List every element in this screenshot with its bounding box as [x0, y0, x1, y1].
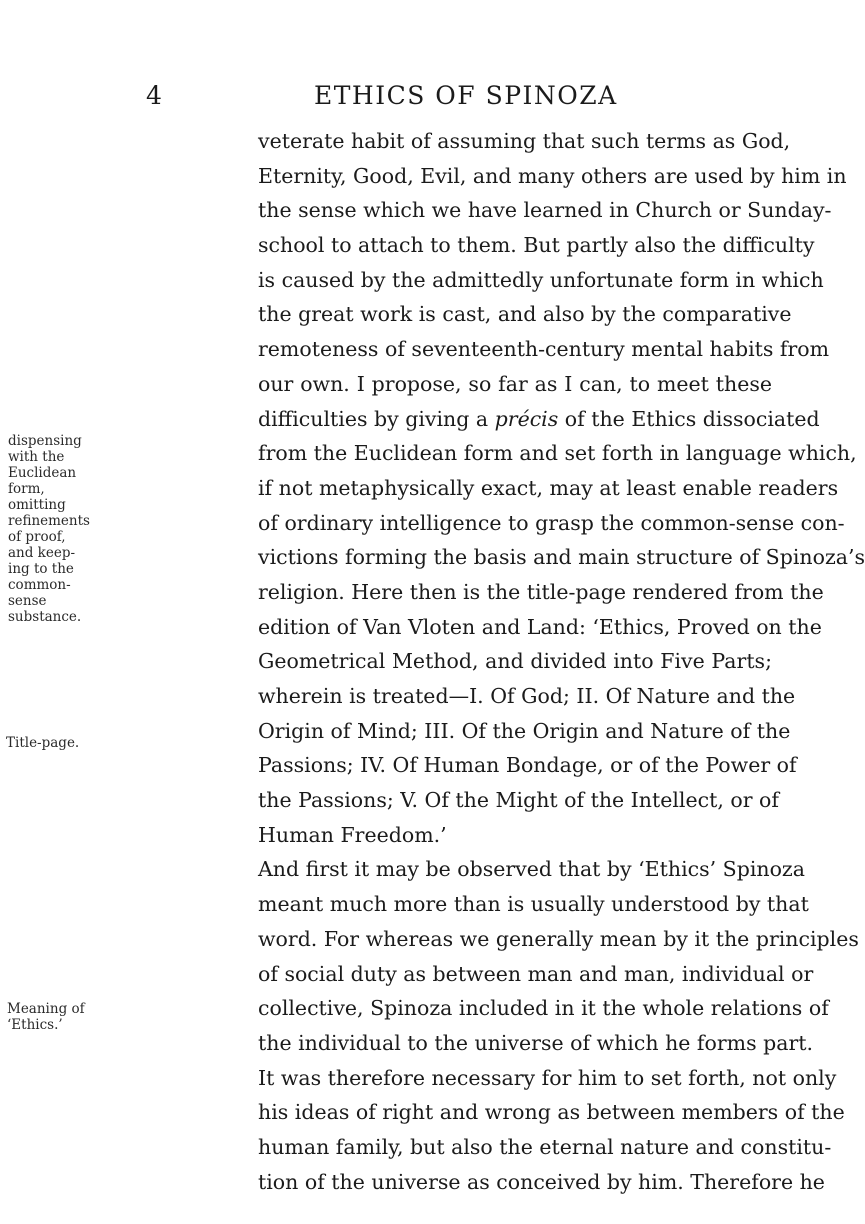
body-line: Origin of Mind; III. Of the Origin and Nature of the	[258, 718, 791, 743]
body-line: the sense which we have learned in Church or Sunday-	[258, 198, 832, 223]
body-line: human family, but also the eternal nature and constitu-	[258, 1134, 832, 1159]
running-head	[0, 78, 800, 114]
margin-note-line: dispensing	[8, 433, 82, 449]
body-line: collective, Spinoza included in it the whole relations of	[258, 996, 829, 1021]
margin-note-line: Title-page.	[6, 735, 80, 751]
margin-note-dispensing	[8, 433, 138, 625]
body-line: of ordinary intelligence to grasp the common-sense con-	[258, 510, 845, 535]
margin-note-line: Euclidean	[8, 465, 77, 481]
body-line: wherein is treated—I. Of God; II. Of Nature and the	[258, 684, 796, 708]
body-line: from the Euclidean form and set forth in language which,	[258, 441, 857, 466]
margin-note-title-page	[6, 735, 136, 751]
body-text	[258, 124, 865, 1199]
body-line: meant much more than is usually understood by that	[258, 892, 809, 917]
body-line: Passions; IV. Of Human Bondage, or of the Power of	[258, 753, 797, 778]
body-line: the Passions; V. Of the Might of the Intellect, or of	[258, 788, 779, 813]
margin-note-line: refinements	[8, 513, 90, 529]
margin-note-line: sense	[8, 593, 47, 609]
body-line: Human Freedom.’	[258, 822, 447, 847]
margin-note-line: ing to the	[8, 561, 74, 577]
body-line: tion of the universe as conceived by him. Therefore he	[258, 1169, 825, 1194]
body-line: Geometrical Method, and divided into Five Parts;	[258, 649, 772, 674]
body-line: religion. Here then is the title-page rendered from the	[258, 579, 824, 604]
body-line: And first it may be observed that by ‘Ethics’ Spinoza	[258, 857, 805, 882]
body-line: victions forming the basis and main structure of Spinoza’s	[258, 545, 865, 570]
margin-note-line: common-	[8, 577, 71, 593]
margin-note-line: ‘Ethics.’	[7, 1017, 63, 1033]
margin-note-line: of proof,	[8, 529, 66, 545]
margin-note-meaning-of-ethics	[7, 1001, 137, 1033]
margin-note-line: Meaning of	[7, 1001, 85, 1017]
italic-term: précis	[494, 406, 559, 431]
margin-note-line: form,	[8, 481, 45, 497]
body-line: It was therefore necessary for him to set forth, not only	[258, 1065, 837, 1090]
body-line: Eternity, Good, Evil, and many others are used by him in	[258, 163, 847, 188]
body-line: if not metaphysically exact, may at least enable readers	[258, 475, 839, 500]
body-line: word. For whereas we generally mean by it the principles	[258, 926, 859, 951]
body-line-with-italic	[258, 402, 820, 437]
body-line: the individual to the universe of which he forms part.	[258, 1030, 814, 1055]
body-line: the great work is cast, and also by the comparative	[258, 302, 792, 327]
body-line-lead: difficulties by giving a	[258, 406, 489, 431]
body-line: school to attach to them. But partly also the difficulty	[258, 233, 815, 258]
body-line: is caused by the admittedly unfortunate form in which	[258, 267, 824, 292]
margin-note-line: and keep-	[8, 545, 76, 561]
body-line: remoteness of seventeenth-century mental habits from	[258, 337, 830, 362]
body-line: of social duty as between man and man, individual or	[258, 961, 814, 986]
body-line: his ideas of right and wrong as between members of the	[258, 1100, 845, 1125]
body-line: our own. I propose, so far as I can, to meet these	[258, 371, 772, 396]
body-line: veterate habit of assuming that such terms as God,	[258, 129, 791, 153]
body-line: edition of Van Vloten and Land: ‘Ethics, Proved on the	[258, 614, 822, 639]
margin-note-line: substance.	[8, 609, 82, 625]
body-line-tail: of the Ethics dissociated	[564, 406, 820, 431]
running-title: ETHICS OF SPINOZA	[314, 81, 618, 110]
margin-note-line: with the	[8, 449, 65, 465]
margin-note-line: omitting	[8, 497, 66, 513]
page-number: 4	[146, 81, 162, 110]
